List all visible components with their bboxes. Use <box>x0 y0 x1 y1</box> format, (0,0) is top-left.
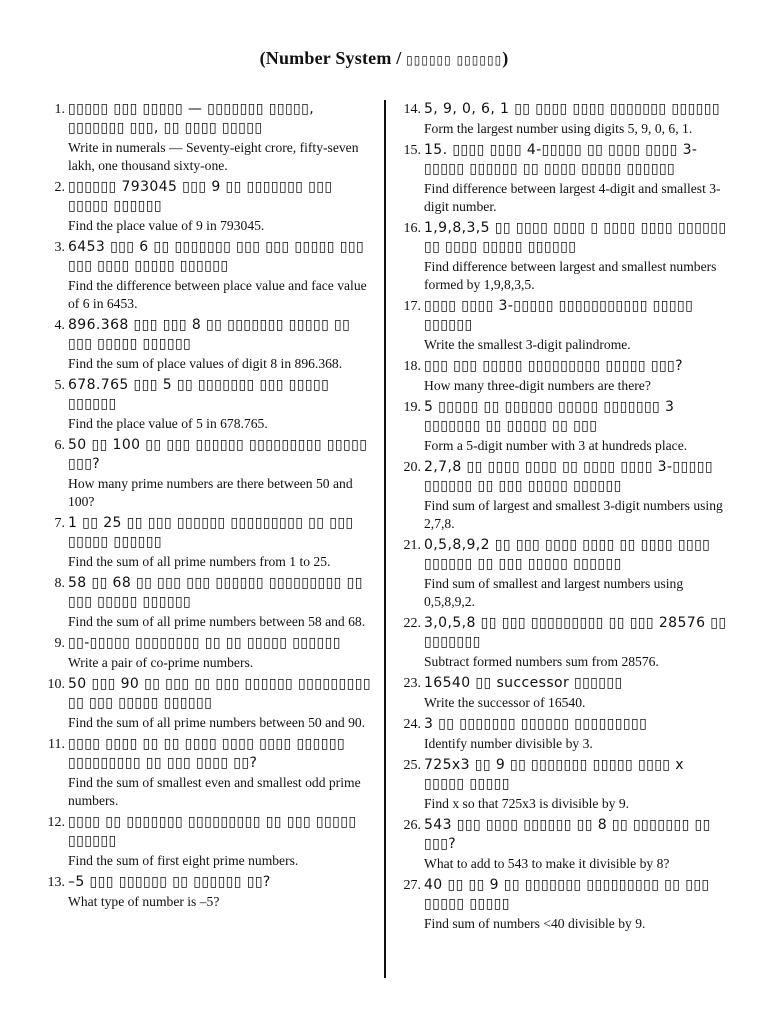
question-english: Write the successor of 16540. <box>424 695 586 710</box>
question-english: Find the sum of all prime numbers between 58 and 68. <box>68 614 366 629</box>
question-item <box>396 876 728 933</box>
question-body <box>68 316 374 373</box>
question-item <box>396 458 728 533</box>
question-number: 20. <box>403 460 421 475</box>
question-number: 1. <box>54 102 65 117</box>
question-english: What type of number is –5? <box>68 894 220 909</box>
question-item <box>40 316 374 373</box>
question-item <box>396 614 728 671</box>
question-item <box>40 813 374 870</box>
question-body <box>68 813 374 870</box>
question-english: Find the sum of all prime numbers from 1 to 25. <box>68 554 331 569</box>
question-item <box>40 873 374 911</box>
question-body <box>424 536 728 611</box>
question-body <box>424 297 728 354</box>
question-number: 10. <box>47 677 65 692</box>
question-body <box>424 715 728 753</box>
question-number: 23. <box>403 676 421 691</box>
question-body <box>424 458 728 533</box>
question-english: Write in numerals — Seventy-eight crore, fifty-seven lakh, one thousand sixty-one. <box>68 140 359 173</box>
question-english: Identify number divisible by 3. <box>424 736 593 751</box>
question-item <box>396 297 728 354</box>
question-number: 17. <box>403 299 421 314</box>
question-number: 5. <box>54 378 65 393</box>
question-number: 18. <box>403 359 421 374</box>
question-number: 9. <box>54 636 65 651</box>
question-english: Find the sum of smallest even and smallest odd prime numbers. <box>68 775 361 808</box>
question-hindi: ▯▯▯▯ ▯▯▯▯ ▯▯ ▯▯ ▯▯▯▯ ▯▯▯▯ ▯▯▯▯ ▯▯▯▯▯▯ ▯▯▯▯▯▯▯▯▯ ▯▯ ▯▯▯ ▯▯▯▯ ▯▯? <box>68 736 346 771</box>
title-english: (Number System / <box>259 48 402 68</box>
question-number: 16. <box>403 221 421 236</box>
question-number: 14. <box>403 102 421 117</box>
question-body <box>68 574 374 631</box>
question-number: 22. <box>403 616 421 631</box>
question-number: 12. <box>47 815 65 830</box>
question-item <box>40 574 374 631</box>
question-hindi: 896.368 ▯▯▯ ▯▯▯ 8 ▯▯ ▯▯▯▯▯▯▯ ▯▯▯▯▯ ▯▯ ▯▯▯ ▯▯▯▯▯ ▯▯▯▯▯▯ <box>68 317 351 352</box>
question-body <box>424 357 728 395</box>
question-english: Write a pair of co-prime numbers. <box>68 655 254 670</box>
question-hindi: 40 ▯▯ ▯▯ 9 ▯▯ ▯▯▯▯▯▯▯ ▯▯▯▯▯▯▯▯▯ ▯▯ ▯▯▯ ▯▯▯▯▯ ▯▯▯▯▯ <box>424 877 710 912</box>
question-hindi: ▯▯-▯▯▯▯▯ ▯▯▯▯▯▯▯▯ ▯▯ ▯▯ ▯▯▯▯▯ ▯▯▯▯▯▯ <box>68 635 341 651</box>
question-hindi: ▯▯▯▯▯ ▯▯▯ ▯▯▯▯▯ — ▯▯▯▯▯▯▯ ▯▯▯▯▯, ▯▯▯▯▯▯▯ ▯▯▯, ▯▯ ▯▯▯▯ ▯▯▯▯▯ <box>68 101 315 136</box>
question-hindi: ▯▯▯ ▯▯▯ ▯▯▯▯▯ ▯▯▯▯▯▯▯▯▯ ▯▯▯▯▯ ▯▯▯? <box>424 358 683 374</box>
question-hindi: 50 ▯▯ 100 ▯▯ ▯▯▯ ▯▯▯▯▯▯ ▯▯▯▯▯▯▯▯▯ ▯▯▯▯▯ ▯▯▯? <box>68 437 368 472</box>
title-close: ) <box>502 48 509 68</box>
question-number: 8. <box>54 576 65 591</box>
question-item <box>40 675 374 732</box>
question-hindi: 6453 ▯▯▯ 6 ▯▯ ▯▯▯▯▯▯▯ ▯▯▯ ▯▯▯ ▯▯▯▯▯ ▯▯▯ ▯▯▯ ▯▯▯▯ ▯▯▯▯▯ ▯▯▯▯▯▯ <box>68 239 365 274</box>
question-body <box>68 178 374 235</box>
question-body <box>68 873 374 911</box>
question-hindi: 0,5,8,9,2 ▯▯ ▯▯▯ ▯▯▯▯ ▯▯▯▯ ▯▯ ▯▯▯▯ ▯▯▯▯ ▯▯▯▯▯▯ ▯▯ ▯▯▯ ▯▯▯▯▯ ▯▯▯▯▯▯ <box>424 537 711 572</box>
question-english: Find the sum of all prime numbers between 50 and 90. <box>68 715 366 730</box>
question-item <box>396 756 728 813</box>
question-hindi: ▯▯▯▯ ▯▯▯▯ 3-▯▯▯▯▯ ▯▯▯▯▯▯▯▯▯▯▯ ▯▯▯▯▯ ▯▯▯▯▯▯ <box>424 298 694 333</box>
question-body <box>68 634 374 672</box>
question-english: Find sum of largest and smallest 3-digit numbers using 2,7,8. <box>424 498 723 531</box>
question-hindi: 16540 ▯▯ successor ▯▯▯▯▯▯ <box>424 675 623 691</box>
question-hindi: 1,9,8,3,5 ▯▯ ▯▯▯▯ ▯▯▯▯ ▯ ▯▯▯▯ ▯▯▯▯ ▯▯▯▯▯▯ ▯▯ ▯▯▯▯ ▯▯▯▯▯ ▯▯▯▯▯▯ <box>424 220 727 255</box>
question-hindi: 678.765 ▯▯▯ 5 ▯▯ ▯▯▯▯▯▯▯ ▯▯▯ ▯▯▯▯▯ ▯▯▯▯▯▯ <box>68 377 330 412</box>
question-number: 3. <box>54 240 65 255</box>
question-item <box>40 178 374 235</box>
question-hindi: 5 ▯▯▯▯▯ ▯▯ ▯▯▯▯▯▯ ▯▯▯▯▯ ▯▯▯▯▯▯▯ 3 ▯▯▯▯▯▯▯ ▯▯ ▯▯▯▯▯ ▯▯ ▯▯▯ <box>424 399 675 434</box>
question-english: Find sum of numbers <40 divisible by 9. <box>424 916 646 931</box>
question-body <box>68 675 374 732</box>
question-english: Find x so that 725x3 is divisible by 9. <box>424 796 630 811</box>
question-english: How many prime numbers are there between 50 and 100? <box>68 476 353 509</box>
question-english: Form a 5-digit number with 3 at hundreds place. <box>424 438 688 453</box>
question-item <box>396 715 728 753</box>
question-item <box>396 141 728 216</box>
question-item <box>40 238 374 313</box>
column-divider <box>384 100 386 978</box>
question-hindi: 725x3 ▯▯ 9 ▯▯ ▯▯▯▯▯▯▯ ▯▯▯▯▯ ▯▯▯▯ x ▯▯▯▯▯ ▯▯▯▯▯ <box>424 757 684 792</box>
question-english: Find difference between largest 4-digit and smallest 3-digit number. <box>424 181 721 214</box>
question-english: Write the smallest 3-digit palindrome. <box>424 337 631 352</box>
question-number: 27. <box>403 878 421 893</box>
question-english: Find sum of smallest and largest numbers using 0,5,8,9,2. <box>424 576 684 609</box>
question-hindi: ▯▯▯▯ ▯▯ ▯▯▯▯▯▯▯ ▯▯▯▯▯▯▯▯▯ ▯▯ ▯▯▯ ▯▯▯▯▯ ▯▯▯▯▯▯ <box>68 814 357 849</box>
page-title <box>0 48 768 69</box>
question-english: What to add to 543 to make it divisible by 8? <box>424 856 670 871</box>
question-english: Subtract formed numbers sum from 28576. <box>424 654 659 669</box>
left-column <box>40 100 374 914</box>
question-english: Find difference between largest and smallest numbers formed by 1,9,8,3,5. <box>424 259 717 292</box>
question-number: 15. <box>403 143 421 158</box>
question-item <box>396 674 728 712</box>
question-english: How many three-digit numbers are there? <box>424 378 651 393</box>
question-number: 26. <box>403 818 421 833</box>
question-body <box>424 756 728 813</box>
question-number: 19. <box>403 400 421 415</box>
question-item <box>396 536 728 611</box>
question-body <box>424 398 728 455</box>
question-number: 4. <box>54 318 65 333</box>
question-english: Find the place value of 5 in 678.765. <box>68 416 268 431</box>
question-number: 2. <box>54 180 65 195</box>
question-number: 21. <box>403 538 421 553</box>
right-column <box>396 100 728 936</box>
question-hindi: ▯▯▯▯▯▯ 793045 ▯▯▯ 9 ▯▯ ▯▯▯▯▯▯▯ ▯▯▯ ▯▯▯▯▯ ▯▯▯▯▯▯ <box>68 179 333 214</box>
question-hindi: 15. ▯▯▯▯ ▯▯▯▯ 4-▯▯▯▯▯ ▯▯ ▯▯▯▯ ▯▯▯▯ 3-▯▯▯▯▯ ▯▯▯▯▯▯ ▯▯ ▯▯▯▯ ▯▯▯▯▯ ▯▯▯▯▯▯ <box>424 142 698 177</box>
question-body <box>424 876 728 933</box>
question-body <box>424 141 728 216</box>
question-item <box>40 436 374 511</box>
question-hindi: 3,0,5,8 ▯▯ ▯▯▯ ▯▯▯▯▯▯▯▯▯ ▯▯ ▯▯▯ 28576 ▯▯ ▯▯▯▯▯▯▯ <box>424 615 727 650</box>
question-body <box>68 735 374 810</box>
question-number: 7. <box>54 516 65 531</box>
question-english: Find the sum of first eight prime numbers. <box>68 853 299 868</box>
question-body <box>68 376 374 433</box>
question-hindi: 58 ▯▯ 68 ▯▯ ▯▯▯ ▯▯▯ ▯▯▯▯▯▯ ▯▯▯▯▯▯▯▯▯ ▯▯ ▯▯▯ ▯▯▯▯▯ ▯▯▯▯▯▯ <box>68 575 363 610</box>
question-english: Find the difference between place value and face value of 6 in 6453. <box>68 278 367 311</box>
question-item <box>40 735 374 810</box>
question-hindi: –5 ▯▯▯ ▯▯▯▯▯▯ ▯▯ ▯▯▯▯▯▯ ▯▯? <box>68 874 271 890</box>
question-hindi: 1 ▯▯ 25 ▯▯ ▯▯▯ ▯▯▯▯▯▯ ▯▯▯▯▯▯▯▯▯ ▯▯ ▯▯▯ ▯▯▯▯▯ ▯▯▯▯▯▯ <box>68 515 354 550</box>
question-body <box>424 816 728 873</box>
question-item <box>396 100 728 138</box>
question-english: Find the sum of place values of digit 8 in 896.368. <box>68 356 343 371</box>
question-body <box>424 614 728 671</box>
question-item <box>396 816 728 873</box>
question-body <box>68 436 374 511</box>
question-body <box>68 514 374 571</box>
question-list-right <box>396 100 728 933</box>
question-item <box>396 357 728 395</box>
question-number: 25. <box>403 758 421 773</box>
question-body <box>424 219 728 294</box>
question-body <box>68 100 374 175</box>
question-item <box>40 634 374 672</box>
question-hindi: 543 ▯▯▯ ▯▯▯▯ ▯▯▯▯▯▯ ▯▯ 8 ▯▯ ▯▯▯▯▯▯▯ ▯▯ ▯▯▯? <box>424 817 711 852</box>
question-body <box>424 100 728 138</box>
question-english: Find the place value of 9 in 793045. <box>68 218 265 233</box>
question-hindi: 5, 9, 0, 6, 1 ▯▯ ▯▯▯▯ ▯▯▯▯ ▯▯▯▯▯▯▯ ▯▯▯▯▯▯ <box>424 101 720 117</box>
question-english: Form the largest number using digits 5, 9, 0, 6, 1. <box>424 121 693 136</box>
question-hindi: 3 ▯▯ ▯▯▯▯▯▯▯ ▯▯▯▯▯▯ ▯▯▯▯▯▯▯▯▯ <box>424 716 648 732</box>
question-body <box>68 238 374 313</box>
question-item <box>40 514 374 571</box>
question-body <box>424 674 728 712</box>
question-number: 11. <box>48 737 65 752</box>
question-item <box>40 100 374 175</box>
question-item <box>40 376 374 433</box>
question-hindi: 50 ▯▯▯ 90 ▯▯ ▯▯▯ ▯▯ ▯▯▯ ▯▯▯▯▯▯ ▯▯▯▯▯▯▯▯▯ ▯▯ ▯▯▯ ▯▯▯▯▯ ▯▯▯▯▯▯ <box>68 676 371 711</box>
question-list-left <box>40 100 374 911</box>
question-number: 6. <box>54 438 65 453</box>
question-number: 13. <box>47 875 65 890</box>
question-number: 24. <box>403 717 421 732</box>
question-item <box>396 398 728 455</box>
title-hindi: ▯▯▯▯▯▯ ▯▯▯▯▯▯ <box>406 53 503 67</box>
question-item <box>396 219 728 294</box>
question-hindi: 2,7,8 ▯▯ ▯▯▯▯ ▯▯▯▯ ▯▯ ▯▯▯▯ ▯▯▯▯ 3-▯▯▯▯▯ ▯▯▯▯▯▯ ▯▯ ▯▯▯ ▯▯▯▯▯ ▯▯▯▯▯▯ <box>424 459 713 494</box>
